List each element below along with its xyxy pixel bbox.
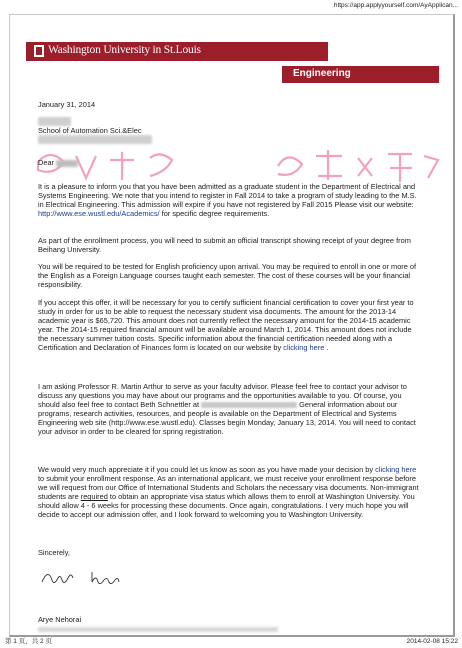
paragraph-text: to obtain an appropriate visa status which allows them to enroll at Washington University. You should allow 4 - 6 weeks for processing these documents. Once again, congratulations. I very much hope you will decide to accept our admission offer, and I look forward to welcoming you to Washington University. <box>38 492 415 520</box>
paragraph-text: . <box>324 343 329 353</box>
degree-requirements-link[interactable]: http://www.ese.wustl.edu/Academics/ <box>38 209 160 219</box>
university-name: Washington University in St.Louis <box>48 44 201 56</box>
required-word: required <box>80 492 108 502</box>
paragraph-advisor <box>38 382 423 437</box>
salutation-text: Dear <box>38 158 55 167</box>
salutation <box>38 158 423 167</box>
page-indicator: 第 1 页，共 2 页 <box>5 638 52 645</box>
url-text: https://app.applyyourself.com/AyApplican... <box>333 2 458 9</box>
paragraph-text: for specific degree requirements. <box>159 209 270 219</box>
redacted-contact <box>201 402 297 408</box>
print-footer <box>0 636 462 648</box>
browser-url-bar <box>0 0 462 12</box>
paragraph-text: to submit your enrollment response. As an international applicant, we must receive your enrollment response before we will request from our Office of International Students and Scholars the necessary visa documents. Non-immigrant students are <box>38 474 419 502</box>
paragraph-text: General information about our programs, research activities, resources, and people is available on the Department of Electrical and Systems Engineering web site (http://www.ese.wustl.edu). Classes begin Monday, January 13, 2014. You will need to contact your advisor in order to be cleared for spring registration. <box>38 400 416 437</box>
addressee-block <box>38 117 423 144</box>
addressee-street <box>38 135 152 144</box>
redacted-signer-title <box>38 627 278 632</box>
paragraph-transcript: As part of the enrollment process, you will need to submit an official transcript showing receipt of your degree from Beihang University. <box>38 236 411 255</box>
paragraph-admission <box>38 182 423 218</box>
salutation-name-redacted <box>56 160 78 167</box>
paragraph-enrollment <box>38 465 423 520</box>
university-shield-icon <box>34 45 44 57</box>
print-timestamp: 2014-02-08 15:22 <box>406 638 458 645</box>
addressee-name <box>38 117 71 126</box>
paragraph-text: I am asking Professor R. Martin Arthur to serve as your faculty advisor. Please feel free to contact your advisor to discuss any questions you may have about our programs and the opportunities available to you. Of course, you should also feel free to contact Beth Schnettler at <box>38 382 407 410</box>
handwritten-signature <box>40 566 150 592</box>
school-name: Engineering <box>293 68 351 79</box>
addressee-school: School of Automation Sci.&Elec <box>38 126 142 136</box>
financial-form-link[interactable]: clicking here <box>283 343 325 353</box>
enrollment-response-link[interactable]: clicking here <box>375 465 417 474</box>
paragraph-financial <box>38 298 423 353</box>
paragraph-text: If you accept this offer, it will be necessary for you to certify sufficient financial certification to cover your first year to study in order for us to be able to request the necessary student visa documents. The amount for the 2013-14 academic year is $65,720. This amount does not currently reflect the necessary amount for the 2014-15 academic year. The 2014-15 required financial amount will be available around March 1, 2014. This amount does not include the necessary summer tuition costs. Specific information about the financial certification needed along with a Certification and Declaration of Finances form is located on our website by <box>38 298 414 353</box>
signer-name: Arye Nehorai <box>38 615 82 624</box>
paragraph-english: You will be required to be tested for English proficiency upon arrival. You may be required to enroll in one or more of the English as a Foreign Language courses taught each semester. The cost of these courses will be your financial responsibility. <box>38 262 417 290</box>
university-header <box>26 42 328 61</box>
closing: Sincerely, <box>38 548 70 557</box>
paragraph-text: We would very much appreciate it if you could let us know as soon as you have made your decision by <box>38 465 376 474</box>
paragraph-text: It is a pleasure to inform you that you have been admitted as a graduate student in the Department of Electrical and Systems Engineering. We note that you intend to register in Fall 2014 to take a program of study leading to the M.S. in Electrical Engineering. This admission will expire if you have not registered by Fall 2015 Please visit our website: <box>38 182 417 210</box>
letter-date: January 31, 2014 <box>38 100 96 109</box>
school-banner <box>282 66 439 83</box>
